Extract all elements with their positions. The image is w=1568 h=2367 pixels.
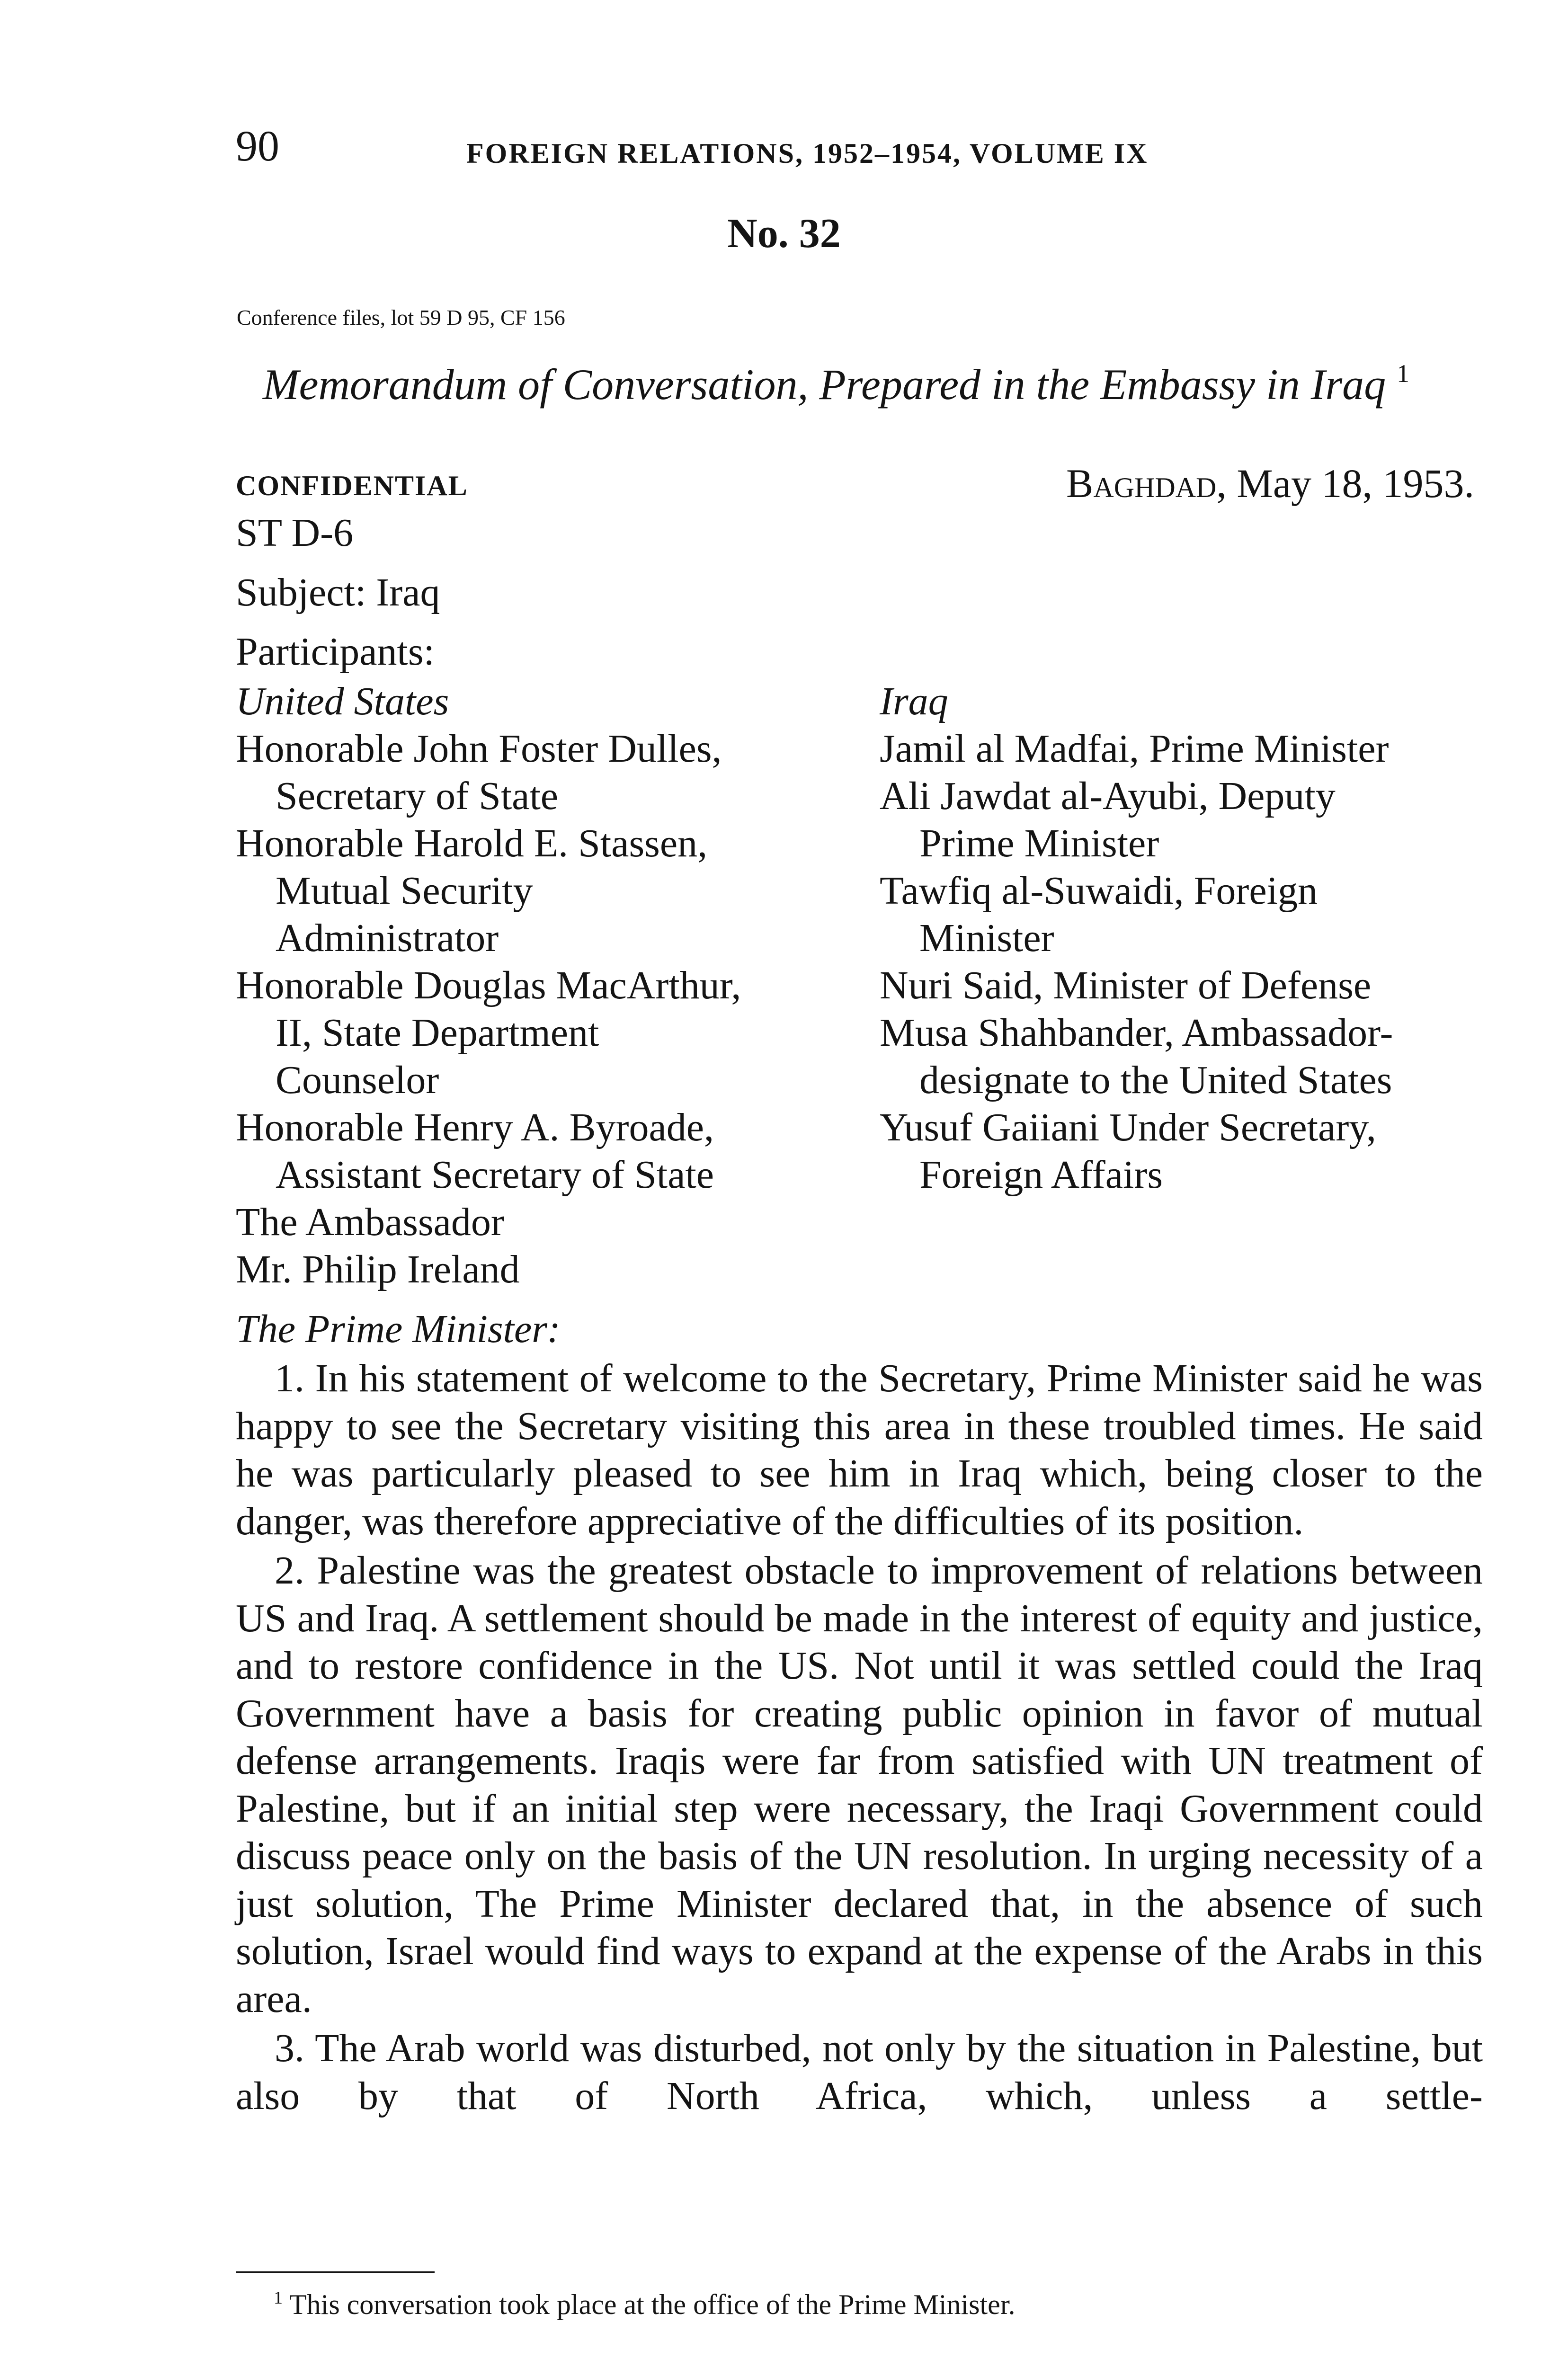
us-participant-title: Counselor [276, 1058, 439, 1102]
footnote-text: This conversation took place at the office of the Prime Minister. [289, 2289, 1016, 2320]
document-number: No. 32 [727, 211, 841, 257]
paragraph-2: 2. Palestine was the greatest obstacle to improvement of relations between US and Iraq. A settlement should be made in the interest of equity and justice, and to restore confidence in the US. Not until it was settled could the Iraq Government have a basis for creating public opinion in favor of mutual defense arrangements. Iraqis were far from satisfied with UN treatment of Palestine, but if an initial step were necessary, the Iraqi Government could discuss peace only on the basis of the UN resolution. In urging necessity of a just solution, The Prime Minister declared that, in the absence of such solution, Israel would find ways to expand at the expense of the Arabs in this area. [236, 1548, 1483, 2021]
us-participant-name: Honorable John Foster Dulles, [236, 727, 722, 771]
iraq-participant [880, 725, 1393, 773]
dateline-place: Baghdad, [1066, 461, 1227, 506]
participants-iraq-list [880, 725, 1393, 1199]
participants-us-heading: United States [236, 679, 449, 723]
iraq-participant-title: Prime Minister [919, 821, 1159, 865]
iraq-participant [880, 1009, 1393, 1104]
participants-us-list [236, 725, 741, 1293]
participants-label: Participants: [236, 630, 435, 674]
us-participant-title: Assistant Secretary of State [276, 1153, 714, 1197]
iraq-participant [880, 1104, 1393, 1199]
us-participant [236, 1104, 741, 1199]
participants-iraq-heading: Iraq [880, 679, 948, 723]
participants-iraq [880, 678, 1393, 1199]
page-number: 90 [236, 122, 279, 170]
iraq-participant-name: Yusuf Gaiiani Under Secretary, [880, 1105, 1376, 1149]
paragraph-3: 3. The Arab world was disturbed, not only by the situation in Palestine, but also by that of North Africa, which, unless a settle- [236, 2026, 1483, 2118]
iraq-participant-name: Ali Jawdat al-Ayubi, Deputy [880, 774, 1336, 818]
us-participant [236, 1246, 741, 1293]
iraq-participant-name: Nuri Said, Minister of Defense [880, 963, 1372, 1007]
us-participant-name: Honorable Harold E. Stassen, [236, 821, 708, 865]
body-text [236, 1355, 1483, 2122]
iraq-participant-name: Tawfiq al-Suwaidi, Foreign [880, 869, 1318, 913]
participants-us [236, 678, 741, 1293]
document-title-text: Memorandum of Conversation, Prepared in the Embassy in Iraq [263, 360, 1386, 409]
us-participant-title: Mutual Security [276, 869, 533, 913]
footnote [274, 2289, 1016, 2319]
title-footnote-ref: 1 [1397, 359, 1410, 388]
iraq-participant [880, 773, 1393, 867]
iraq-participant-name: Musa Shahbander, Ambassador- [880, 1011, 1393, 1055]
us-participant [236, 820, 741, 962]
source-note: Conference files, lot 59 D 95, CF 156 [237, 305, 565, 329]
document-title [263, 359, 1410, 409]
iraq-participant-title: designate to the United States [919, 1058, 1392, 1102]
footnote-marker: 1 [274, 2288, 283, 2308]
footnote-rule [236, 2271, 435, 2273]
us-participant [236, 962, 741, 1104]
us-participant-name: Mr. Philip Ireland [236, 1247, 520, 1291]
iraq-participant [880, 962, 1393, 1009]
iraq-participant-title: Minister [919, 916, 1054, 960]
us-participant-title: Administrator [276, 916, 499, 960]
subject-line: Subject: Iraq [236, 570, 440, 614]
us-participant [236, 725, 741, 820]
us-participant-name: The Ambassador [236, 1200, 504, 1244]
running-head: FOREIGN RELATIONS, 1952–1954, VOLUME IX [466, 138, 1149, 169]
us-participant [236, 1199, 741, 1246]
us-participant-title: II, State Department [276, 1011, 599, 1055]
iraq-participant-title: Foreign Affairs [919, 1153, 1163, 1197]
classification-label: CONFIDENTIAL [236, 470, 468, 501]
us-participant-title: Secretary of State [276, 774, 559, 818]
iraq-participant-name: Jamil al Madfai, Prime Minister [880, 727, 1389, 771]
dateline [1066, 463, 1474, 504]
us-participant-name: Honorable Douglas MacArthur, [236, 963, 741, 1007]
iraq-participant [880, 867, 1393, 962]
dateline-date: May 18, 1953. [1237, 461, 1474, 506]
paragraph-1: 1. In his statement of welcome to the Secretary, Prime Minister said he was happy to see the Secretary visiting this area in these troubled times. He said he was particularly pleased to see him in Iraq which, being closer to the danger, was therefore appreciative of the difficulties of its position. [236, 1356, 1483, 1543]
speaker-label: The Prime Minister: [236, 1307, 561, 1351]
us-participant-name: Honorable Henry A. Byroade, [236, 1105, 714, 1149]
series-line: ST D-6 [236, 511, 354, 555]
